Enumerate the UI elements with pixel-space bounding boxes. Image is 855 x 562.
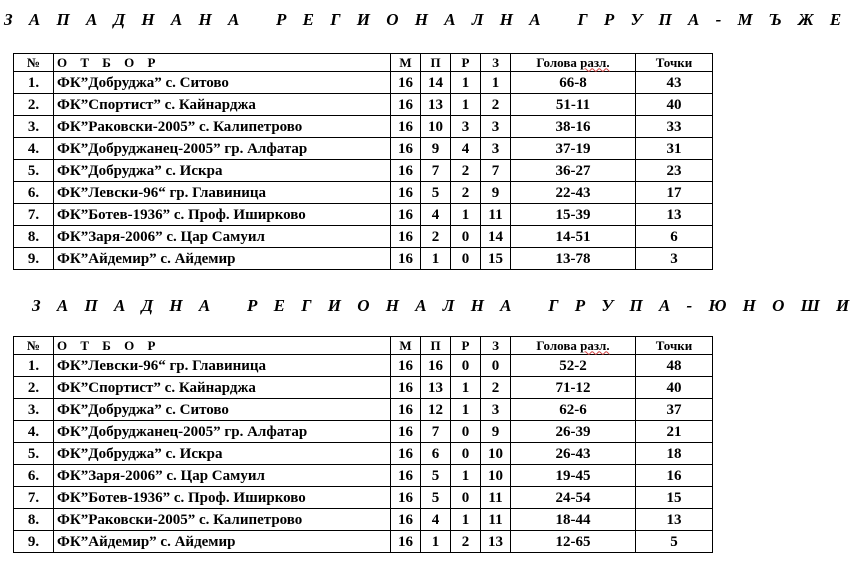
header-goal-diff-word1: Голова bbox=[536, 337, 577, 353]
row-played: 16 bbox=[391, 399, 421, 421]
row-losses: 10 bbox=[481, 443, 511, 465]
row-goal-diff: 12-65 bbox=[511, 531, 636, 553]
row-wins: 2 bbox=[421, 226, 451, 248]
row-wins: 4 bbox=[421, 509, 451, 531]
row-points: 13 bbox=[636, 204, 713, 226]
row-wins: 13 bbox=[421, 94, 451, 116]
row-team: ФК”Айдемир” с. Айдемир bbox=[54, 248, 391, 270]
row-goal-diff: 71-12 bbox=[511, 377, 636, 399]
row-draws: 0 bbox=[451, 248, 481, 270]
row-played: 16 bbox=[391, 226, 421, 248]
row-wins: 10 bbox=[421, 116, 451, 138]
row-wins: 7 bbox=[421, 160, 451, 182]
row-points: 40 bbox=[636, 377, 713, 399]
row-draws: 0 bbox=[451, 226, 481, 248]
row-draws: 0 bbox=[451, 487, 481, 509]
row-points: 15 bbox=[636, 487, 713, 509]
table-row bbox=[14, 531, 713, 553]
row-points: 48 bbox=[636, 355, 713, 377]
row-losses: 2 bbox=[481, 94, 511, 116]
row-goal-diff: 18-44 bbox=[511, 509, 636, 531]
row-wins: 5 bbox=[421, 182, 451, 204]
row-wins: 1 bbox=[421, 531, 451, 553]
row-goal-diff: 19-45 bbox=[511, 465, 636, 487]
table-row bbox=[14, 94, 713, 116]
row-goal-diff: 15-39 bbox=[511, 204, 636, 226]
row-points: 21 bbox=[636, 421, 713, 443]
table-row bbox=[14, 160, 713, 182]
row-played: 16 bbox=[391, 160, 421, 182]
row-team: ФК”Добруджа” с. Ситово bbox=[54, 399, 391, 421]
row-draws: 1 bbox=[451, 509, 481, 531]
header-wins: П bbox=[421, 54, 451, 72]
row-played: 16 bbox=[391, 443, 421, 465]
table-row bbox=[14, 509, 713, 531]
row-team: ФК”Добруджа” с. Искра bbox=[54, 443, 391, 465]
row-draws: 1 bbox=[451, 377, 481, 399]
row-team: ФК”Спортист” с. Кайнарджа bbox=[54, 377, 391, 399]
row-played: 16 bbox=[391, 248, 421, 270]
header-team: О Т Б О Р bbox=[54, 337, 391, 355]
header-goal-diff-word1: Голова bbox=[536, 54, 577, 70]
row-position: 6. bbox=[14, 465, 54, 487]
row-wins: 1 bbox=[421, 248, 451, 270]
row-points: 17 bbox=[636, 182, 713, 204]
row-points: 23 bbox=[636, 160, 713, 182]
row-team: ФК”Добруджанец-2005” гр. Алфатар bbox=[54, 421, 391, 443]
row-draws: 0 bbox=[451, 355, 481, 377]
header-goal-diff-word2: разл. bbox=[580, 337, 610, 353]
row-draws: 2 bbox=[451, 182, 481, 204]
row-wins: 9 bbox=[421, 138, 451, 160]
row-wins: 5 bbox=[421, 465, 451, 487]
row-losses: 13 bbox=[481, 531, 511, 553]
row-losses: 1 bbox=[481, 72, 511, 94]
row-played: 16 bbox=[391, 421, 421, 443]
row-position: 8. bbox=[14, 509, 54, 531]
row-goal-diff: 38-16 bbox=[511, 116, 636, 138]
row-draws: 1 bbox=[451, 72, 481, 94]
row-played: 16 bbox=[391, 487, 421, 509]
row-team: ФК”Заря-2006” с. Цар Самуил bbox=[54, 226, 391, 248]
header-points: Точки bbox=[636, 337, 713, 355]
row-draws: 2 bbox=[451, 160, 481, 182]
row-position: 7. bbox=[14, 487, 54, 509]
row-points: 5 bbox=[636, 531, 713, 553]
row-team: ФК”Айдемир” с. Айдемир bbox=[54, 531, 391, 553]
header-points: Точки bbox=[636, 54, 713, 72]
row-team: ФК”Заря-2006” с. Цар Самуил bbox=[54, 465, 391, 487]
row-points: 3 bbox=[636, 248, 713, 270]
row-team: ФК”Добруджа” с. Ситово bbox=[54, 72, 391, 94]
row-points: 37 bbox=[636, 399, 713, 421]
row-losses: 11 bbox=[481, 204, 511, 226]
table-row bbox=[14, 377, 713, 399]
row-position: 6. bbox=[14, 182, 54, 204]
row-draws: 1 bbox=[451, 399, 481, 421]
row-losses: 15 bbox=[481, 248, 511, 270]
row-losses: 9 bbox=[481, 421, 511, 443]
row-played: 16 bbox=[391, 94, 421, 116]
table-row bbox=[14, 487, 713, 509]
row-goal-diff: 36-27 bbox=[511, 160, 636, 182]
table-row bbox=[14, 204, 713, 226]
table-row bbox=[14, 443, 713, 465]
row-points: 13 bbox=[636, 509, 713, 531]
row-played: 16 bbox=[391, 204, 421, 226]
header-goal-diff bbox=[511, 337, 636, 355]
row-team: ФК”Ботев-1936” с. Проф. Иширково bbox=[54, 487, 391, 509]
row-played: 16 bbox=[391, 355, 421, 377]
table-row bbox=[14, 421, 713, 443]
row-losses: 11 bbox=[481, 509, 511, 531]
header-draws: Р bbox=[451, 337, 481, 355]
row-position: 3. bbox=[14, 116, 54, 138]
row-team: ФК”Добруджанец-2005” гр. Алфатар bbox=[54, 138, 391, 160]
youth-table-title: З А П А Д Н А Р Е Г И О Н А Л Н А Г Р У П А - Ю Н О Ш И bbox=[32, 296, 855, 315]
row-points: 6 bbox=[636, 226, 713, 248]
row-wins: 7 bbox=[421, 421, 451, 443]
row-points: 43 bbox=[636, 72, 713, 94]
row-points: 16 bbox=[636, 465, 713, 487]
row-team: ФК”Ботев-1936” с. Проф. Иширково bbox=[54, 204, 391, 226]
row-played: 16 bbox=[391, 509, 421, 531]
header-played: М bbox=[391, 54, 421, 72]
men-standings-table bbox=[13, 53, 713, 270]
row-goal-diff: 66-8 bbox=[511, 72, 636, 94]
row-goal-diff: 14-51 bbox=[511, 226, 636, 248]
row-position: 5. bbox=[14, 160, 54, 182]
table-row bbox=[14, 138, 713, 160]
row-team: ФК”Левски-96“ гр. Главиница bbox=[54, 355, 391, 377]
row-wins: 6 bbox=[421, 443, 451, 465]
row-draws: 1 bbox=[451, 465, 481, 487]
row-losses: 3 bbox=[481, 116, 511, 138]
youth-table-body bbox=[14, 355, 713, 553]
row-draws: 2 bbox=[451, 531, 481, 553]
row-position: 1. bbox=[14, 72, 54, 94]
row-position: 2. bbox=[14, 94, 54, 116]
header-goal-diff-word2: разл. bbox=[580, 54, 610, 70]
row-wins: 4 bbox=[421, 204, 451, 226]
row-points: 40 bbox=[636, 94, 713, 116]
row-played: 16 bbox=[391, 377, 421, 399]
header-draws: Р bbox=[451, 54, 481, 72]
row-team: ФК”Раковски-2005” с. Калипетрово bbox=[54, 116, 391, 138]
table-header-row bbox=[14, 337, 713, 355]
row-goal-diff: 13-78 bbox=[511, 248, 636, 270]
row-draws: 1 bbox=[451, 204, 481, 226]
table-row bbox=[14, 182, 713, 204]
header-goal-diff bbox=[511, 54, 636, 72]
row-draws: 4 bbox=[451, 138, 481, 160]
row-goal-diff: 51-11 bbox=[511, 94, 636, 116]
row-wins: 5 bbox=[421, 487, 451, 509]
row-played: 16 bbox=[391, 138, 421, 160]
row-played: 16 bbox=[391, 116, 421, 138]
row-losses: 2 bbox=[481, 377, 511, 399]
table-row bbox=[14, 72, 713, 94]
row-losses: 11 bbox=[481, 487, 511, 509]
header-played: М bbox=[391, 337, 421, 355]
row-wins: 13 bbox=[421, 377, 451, 399]
row-played: 16 bbox=[391, 465, 421, 487]
header-wins: П bbox=[421, 337, 451, 355]
row-draws: 3 bbox=[451, 116, 481, 138]
row-position: 1. bbox=[14, 355, 54, 377]
row-draws: 0 bbox=[451, 443, 481, 465]
table-row bbox=[14, 399, 713, 421]
header-no: № bbox=[14, 337, 54, 355]
row-position: 9. bbox=[14, 531, 54, 553]
header-team: О Т Б О Р bbox=[54, 54, 391, 72]
row-team: ФК”Левски-96“ гр. Главиница bbox=[54, 182, 391, 204]
header-no: № bbox=[14, 54, 54, 72]
row-points: 31 bbox=[636, 138, 713, 160]
row-position: 9. bbox=[14, 248, 54, 270]
row-played: 16 bbox=[391, 182, 421, 204]
table-row bbox=[14, 226, 713, 248]
row-position: 3. bbox=[14, 399, 54, 421]
row-losses: 10 bbox=[481, 465, 511, 487]
row-points: 33 bbox=[636, 116, 713, 138]
row-losses: 14 bbox=[481, 226, 511, 248]
table-header-row bbox=[14, 54, 713, 72]
men-table-title: З А П А Д Н А Н А Р Е Г И О Н А Л Н А Г Р У П А - М Ъ Ж Е bbox=[4, 10, 848, 29]
header-losses: З bbox=[481, 54, 511, 72]
row-position: 4. bbox=[14, 138, 54, 160]
row-goal-diff: 26-43 bbox=[511, 443, 636, 465]
row-wins: 16 bbox=[421, 355, 451, 377]
row-losses: 9 bbox=[481, 182, 511, 204]
row-goal-diff: 24-54 bbox=[511, 487, 636, 509]
row-wins: 12 bbox=[421, 399, 451, 421]
row-goal-diff: 37-19 bbox=[511, 138, 636, 160]
header-losses: З bbox=[481, 337, 511, 355]
row-position: 8. bbox=[14, 226, 54, 248]
row-team: ФК”Спортист” с. Кайнарджа bbox=[54, 94, 391, 116]
table-row bbox=[14, 116, 713, 138]
row-position: 7. bbox=[14, 204, 54, 226]
row-played: 16 bbox=[391, 531, 421, 553]
row-losses: 3 bbox=[481, 399, 511, 421]
row-goal-diff: 26-39 bbox=[511, 421, 636, 443]
row-played: 16 bbox=[391, 72, 421, 94]
row-wins: 14 bbox=[421, 72, 451, 94]
table-row bbox=[14, 248, 713, 270]
table-row bbox=[14, 465, 713, 487]
row-losses: 0 bbox=[481, 355, 511, 377]
row-losses: 7 bbox=[481, 160, 511, 182]
youth-standings-table bbox=[13, 336, 713, 553]
row-team: ФК”Добруджа” с. Искра bbox=[54, 160, 391, 182]
row-losses: 3 bbox=[481, 138, 511, 160]
row-position: 4. bbox=[14, 421, 54, 443]
men-table-body bbox=[14, 72, 713, 270]
row-position: 5. bbox=[14, 443, 54, 465]
row-position: 2. bbox=[14, 377, 54, 399]
row-points: 18 bbox=[636, 443, 713, 465]
row-goal-diff: 52-2 bbox=[511, 355, 636, 377]
row-goal-diff: 22-43 bbox=[511, 182, 636, 204]
row-draws: 0 bbox=[451, 421, 481, 443]
row-draws: 1 bbox=[451, 94, 481, 116]
row-team: ФК”Раковски-2005” с. Калипетрово bbox=[54, 509, 391, 531]
row-goal-diff: 62-6 bbox=[511, 399, 636, 421]
table-row bbox=[14, 355, 713, 377]
